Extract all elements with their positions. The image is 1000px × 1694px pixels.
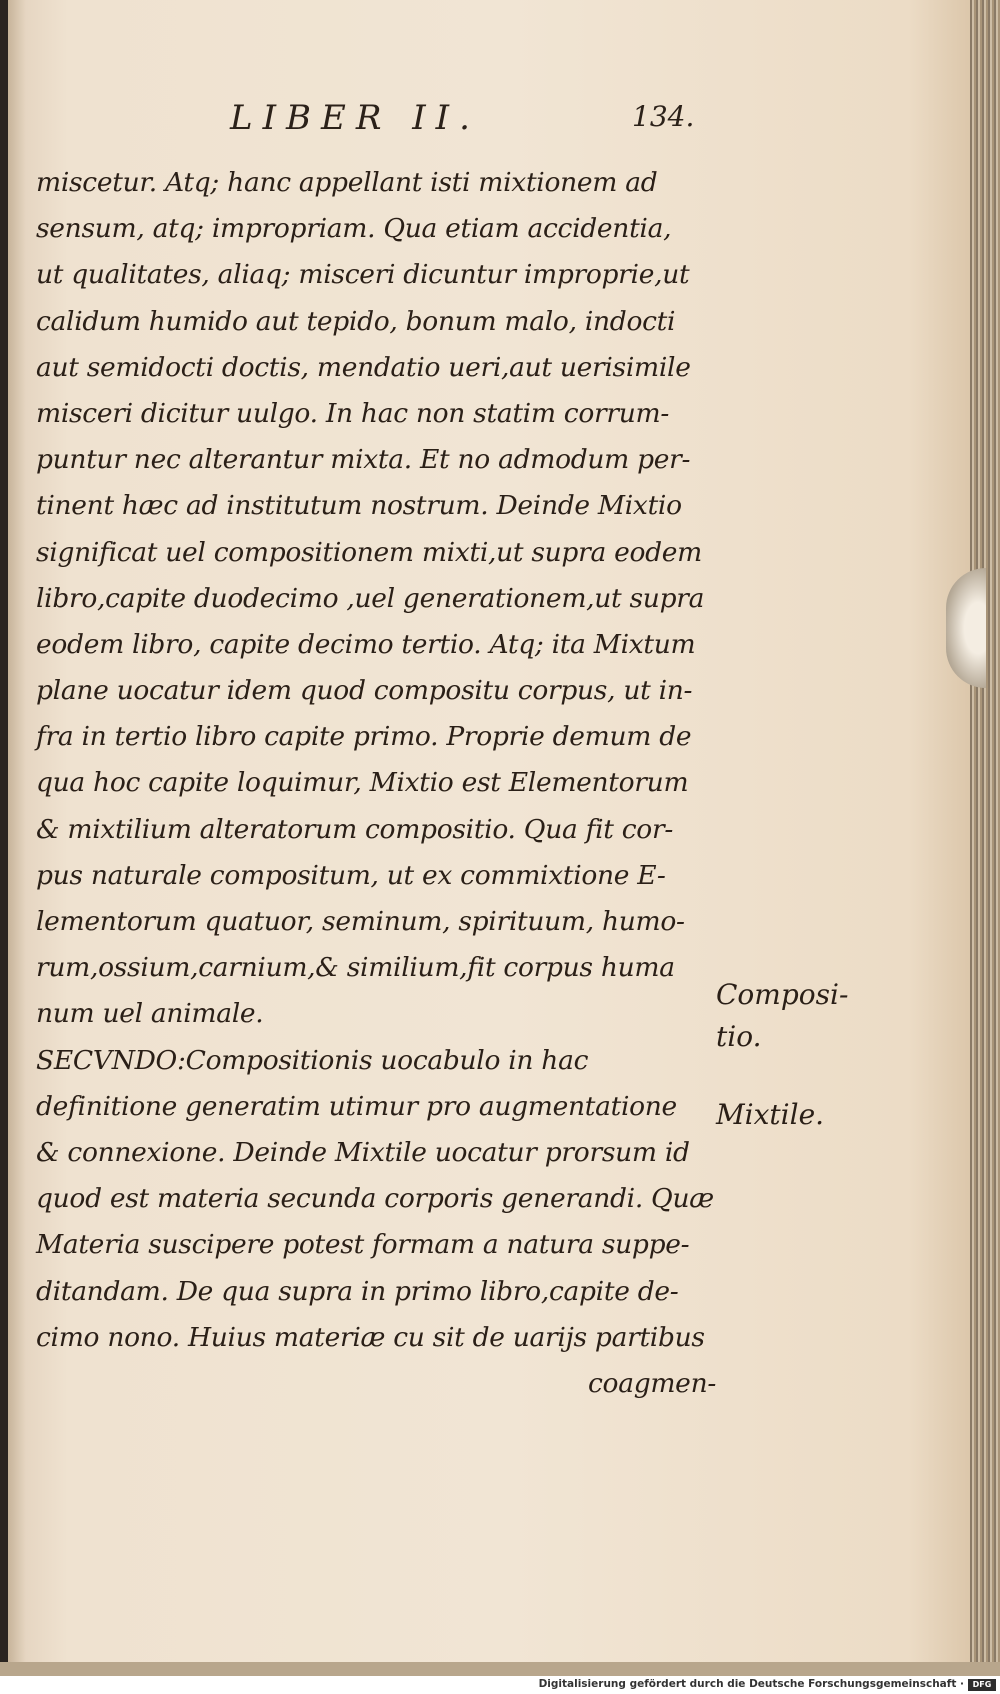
text-line: SECVNDO:Compositionis uocabulo in hac <box>36 1044 589 1076</box>
book-page <box>8 0 970 1662</box>
text-line: misceri dicitur uulgo. In hac non statim corrum- <box>36 397 669 429</box>
text-line: rum,ossium,carnium,& similium,fit corpus huma <box>36 952 675 984</box>
page-clip <box>946 568 986 688</box>
catchword: coagmen- <box>588 1367 716 1399</box>
scan-bottom-edge <box>0 1662 1000 1676</box>
margin-note-line: tio. <box>716 1020 762 1053</box>
text-line: num uel animale. <box>36 998 264 1030</box>
text-line: puntur nec alterantur mixta. Et no admodum per- <box>36 444 691 476</box>
text-line: significat uel compositionem mixti,ut supra eodem <box>36 536 702 568</box>
text-line: aut semidocti doctis, mendatio ueri,aut uerisimile <box>36 351 691 383</box>
digitization-credit-bar <box>0 1676 1000 1694</box>
margin-note-compositio <box>716 974 848 1058</box>
page-header <box>8 98 970 142</box>
text-line: definitione generatim utimur pro augmentatione <box>36 1090 677 1122</box>
text-line: calidum humido aut tepido, bonum malo, indocti <box>36 305 676 337</box>
text-line: plane uocatur idem quod compositu corpus, ut in- <box>36 675 693 707</box>
running-head: LIBER II. <box>230 98 480 138</box>
text-line: qua hoc capite loquimur, Mixtio est Elementorum <box>36 767 689 799</box>
text-line: ditandam. De qua supra in primo libro,capite de- <box>36 1275 679 1307</box>
credit-text: Digitalisierung gefördert durch die Deutsche Forschungsgemeinschaft · <box>538 1678 964 1690</box>
text-line: cimo nono. Huius materiæ cu sit de uarijs partibus <box>36 1321 705 1353</box>
page-edges <box>970 0 1000 1676</box>
text-line: & mixtilium alteratorum compositio. Qua fit cor- <box>36 813 673 845</box>
text-line: libro,capite duodecimo ,uel generationem,ut supra <box>36 582 705 614</box>
text-line: sensum, atq; impropriam. Qua etiam accidentia, <box>36 213 672 245</box>
text-line: fra in tertio libro capite primo. Proprie demum de <box>36 721 692 753</box>
dfg-logo: DFG <box>968 1679 996 1691</box>
text-line: quod est materia secunda corporis generandi. Quæ <box>36 1183 714 1215</box>
folio-number: 134. <box>632 100 695 133</box>
text-line: tinent hæc ad institutum nostrum. Deinde Mixtio <box>36 490 682 522</box>
text-line: miscetur. Atq; hanc appellant isti mixtionem ad <box>36 167 658 198</box>
text-line: lementorum quatuor, seminum, spirituum, humo- <box>36 906 685 937</box>
text-line: ut qualitates, aliaq; misceri dicuntur improprie,ut <box>36 259 690 291</box>
margin-note-mixtile: Mixtile. <box>716 1098 825 1131</box>
text-line: pus naturale compositum, ut ex commixtione E- <box>36 859 666 891</box>
body-text <box>36 160 726 1407</box>
text-line: Materia suscipere potest formam a natura suppe- <box>36 1229 690 1261</box>
text-line: eodem libro, capite decimo tertio. Atq; ita Mixtum <box>36 628 696 660</box>
margin-note-line: Composi- <box>716 978 849 1011</box>
text-line: & connexione. Deinde Mixtile uocatur prorsum id <box>36 1136 690 1168</box>
